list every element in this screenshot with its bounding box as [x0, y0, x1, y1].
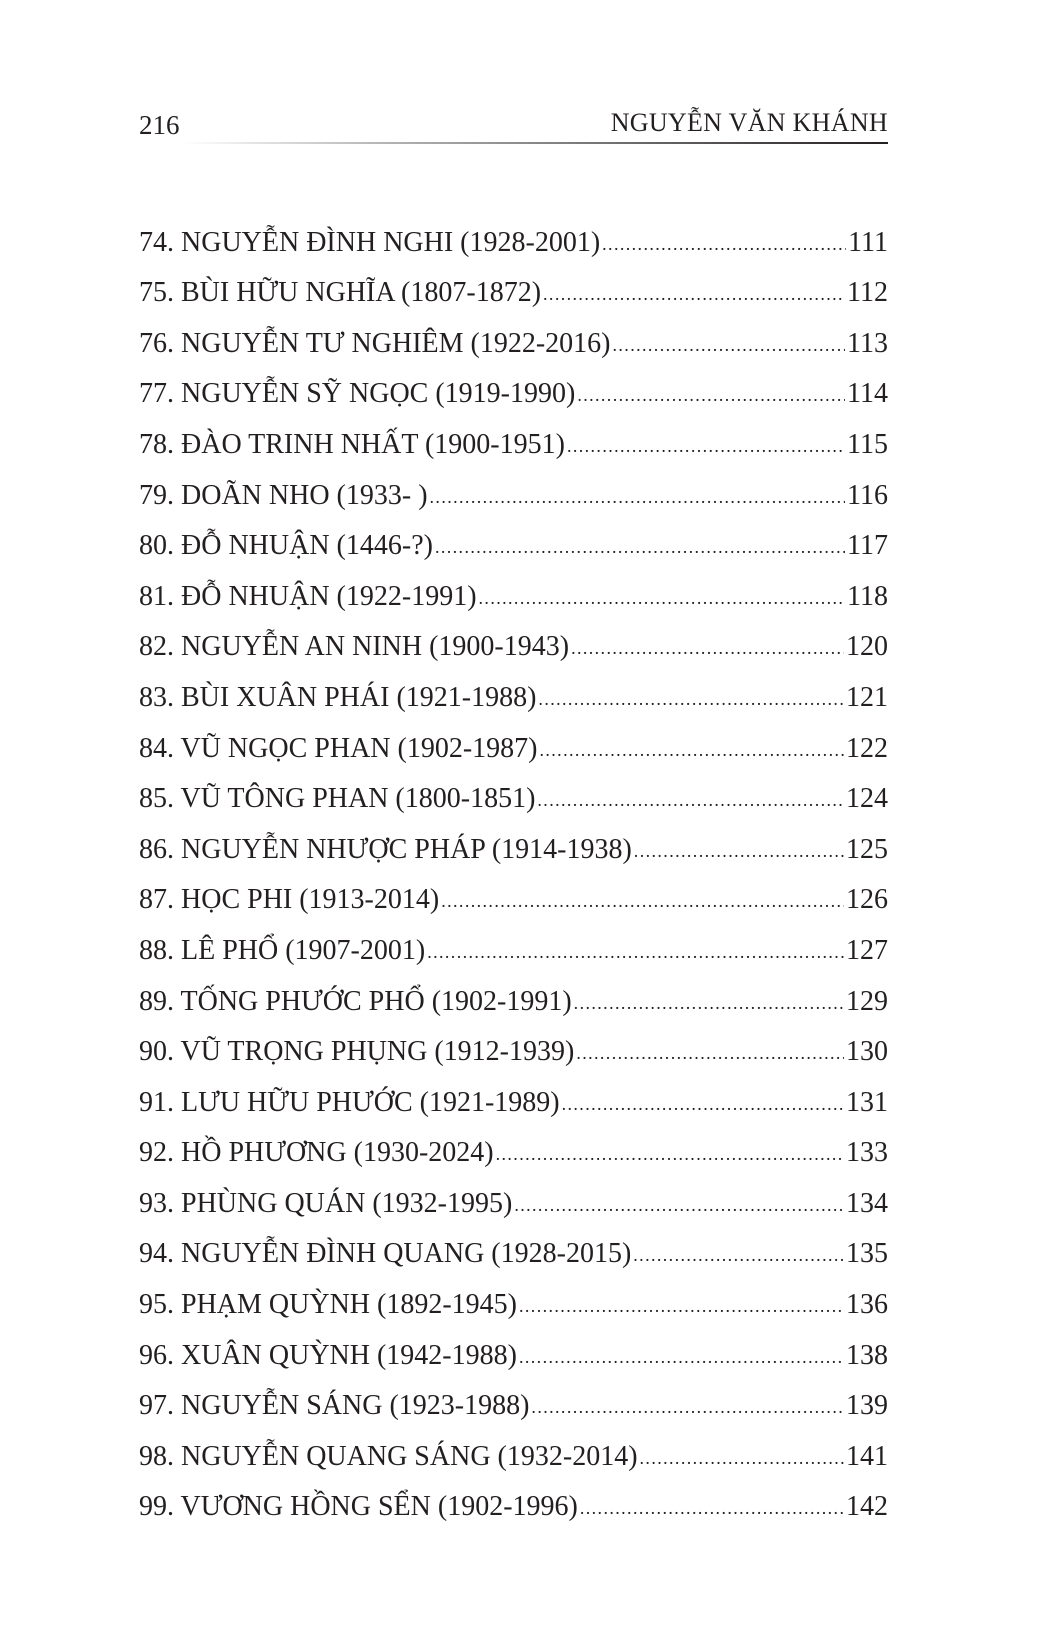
toc-entry-page: 134 [846, 1187, 888, 1219]
toc-entry-page: 133 [846, 1137, 888, 1169]
toc-entry-page: 114 [847, 378, 888, 410]
toc-entry [139, 866, 888, 917]
toc-entry [139, 1220, 888, 1271]
toc-entry-page: 138 [846, 1339, 888, 1371]
toc-entry-title: 74. NGUYỄN ĐÌNH NGHI (1928-2001) [139, 226, 601, 258]
dot-leader [539, 741, 844, 765]
toc-entry [139, 1321, 888, 1372]
dot-leader [519, 1348, 844, 1372]
toc-entry-title: 91. LƯU HỮU PHƯỚC (1921-1989) [139, 1086, 560, 1118]
dot-leader [562, 1095, 844, 1119]
toc-entry [139, 663, 888, 714]
toc-entry-title: 94. NGUYỄN ĐÌNH QUANG (1928-2015) [139, 1238, 632, 1270]
toc-entry-title: 77. NGUYỄN SỸ NGỌC (1919-1990) [139, 378, 576, 410]
toc-entry-title: 97. NGUYỄN SÁNG (1923-1988) [139, 1390, 530, 1422]
toc-entry [139, 1018, 888, 1069]
toc-entry-page: 126 [846, 884, 888, 916]
dot-leader [576, 1044, 844, 1068]
table-of-contents [139, 208, 888, 1523]
dot-leader [514, 1196, 844, 1220]
dot-leader [531, 1398, 844, 1422]
toc-entry-page: 122 [846, 732, 888, 764]
toc-entry [139, 309, 888, 360]
page-number: 216 [139, 110, 180, 140]
toc-entry-page: 113 [847, 327, 888, 359]
toc-entry [139, 815, 888, 866]
toc-entry-title: 99. VƯƠNG HỒNG SỂN (1902-1996) [139, 1491, 578, 1523]
toc-entry-page: 116 [847, 479, 888, 511]
dot-leader [613, 336, 846, 360]
toc-entry [139, 461, 888, 512]
dot-leader [543, 285, 845, 309]
toc-entry-page: 129 [846, 985, 888, 1017]
toc-entry-title: 80. ĐỖ NHUẬN (1446-?) [139, 530, 433, 562]
toc-entry-page: 124 [846, 783, 888, 815]
toc-entry-page: 142 [846, 1491, 888, 1523]
dot-leader [602, 235, 846, 259]
toc-entry-title: 81. ĐỖ NHUẬN (1922-1991) [139, 580, 477, 612]
toc-entry-page: 135 [846, 1238, 888, 1270]
dot-leader [479, 589, 846, 613]
toc-entry-title: 96. XUÂN QUỲNH (1942-1988) [139, 1339, 517, 1371]
dot-leader [633, 1246, 844, 1270]
header-rule [181, 142, 888, 144]
toc-entry-page: 111 [848, 226, 888, 258]
toc-entry-page: 118 [847, 580, 888, 612]
toc-entry [139, 259, 888, 310]
toc-entry [139, 613, 888, 664]
toc-entry [139, 714, 888, 765]
dot-leader [640, 1449, 844, 1473]
toc-entry-title: 93. PHÙNG QUÁN (1932-1995) [139, 1187, 513, 1219]
dot-leader [538, 690, 844, 714]
toc-entry-title: 83. BÙI XUÂN PHÁI (1921-1988) [139, 681, 537, 713]
dot-leader [571, 639, 844, 663]
toc-entry-title: 87. HỌC PHI (1913-2014) [139, 884, 440, 916]
toc-entry [139, 562, 888, 613]
toc-entry-title: 92. HỒ PHƯƠNG (1930-2024) [139, 1137, 494, 1169]
toc-entry [139, 1068, 888, 1119]
toc-entry [139, 512, 888, 563]
dot-leader [567, 437, 845, 461]
toc-entry-page: 131 [846, 1086, 888, 1118]
toc-entry-page: 121 [846, 681, 888, 713]
dot-leader [496, 1145, 844, 1169]
toc-entry-title: 98. NGUYỄN QUANG SÁNG (1932-2014) [139, 1440, 638, 1472]
toc-entry [139, 1372, 888, 1423]
toc-entry-title: 75. BÙI HỮU NGHĨA (1807-1872) [139, 277, 542, 309]
dot-leader [441, 892, 844, 916]
dot-leader [427, 943, 844, 967]
toc-entry-title: 76. NGUYỄN TƯ NGHIÊM (1922-2016) [139, 327, 611, 359]
toc-entry [139, 765, 888, 816]
toc-entry-title: 90. VŨ TRỌNG PHỤNG (1912-1939) [139, 1036, 575, 1068]
dot-leader [580, 1499, 844, 1523]
dot-leader [435, 538, 845, 562]
toc-entry [139, 967, 888, 1018]
toc-entry-page: 127 [846, 934, 888, 966]
toc-entry [139, 1473, 888, 1524]
toc-entry-page: 130 [846, 1036, 888, 1068]
dot-leader [537, 791, 844, 815]
toc-entry [139, 208, 888, 259]
dot-leader [519, 1297, 844, 1321]
toc-entry [139, 360, 888, 411]
toc-entry [139, 410, 888, 461]
running-head: NGUYỄN VĂN KHÁNH [610, 108, 888, 137]
toc-entry-page: 120 [846, 631, 888, 663]
toc-entry-title: 84. VŨ NGỌC PHAN (1902-1987) [139, 732, 538, 764]
toc-entry [139, 916, 888, 967]
toc-entry [139, 1119, 888, 1170]
dot-leader [634, 842, 844, 866]
toc-entry-title: 86. NGUYỄN NHƯỢC PHÁP (1914-1938) [139, 833, 632, 865]
toc-entry-page: 141 [846, 1440, 888, 1472]
toc-entry-page: 125 [846, 833, 888, 865]
toc-entry-title: 82. NGUYỄN AN NINH (1900-1943) [139, 631, 570, 663]
toc-entry-page: 115 [847, 428, 888, 460]
dot-leader [430, 488, 846, 512]
toc-entry-page: 112 [847, 277, 888, 309]
dot-leader [577, 386, 845, 410]
toc-entry-title: 78. ĐÀO TRINH NHẤT (1900-1951) [139, 428, 565, 460]
toc-entry [139, 1169, 888, 1220]
toc-entry-title: 95. PHẠM QUỲNH (1892-1945) [139, 1289, 517, 1321]
toc-entry-title: 88. LÊ PHỔ (1907-2001) [139, 934, 426, 966]
toc-entry-page: 136 [846, 1289, 888, 1321]
toc-entry-page: 139 [846, 1390, 888, 1422]
toc-entry-title: 89. TỐNG PHƯỚC PHỔ (1902-1991) [139, 985, 572, 1017]
toc-entry [139, 1422, 888, 1473]
toc-entry-page: 117 [847, 530, 888, 562]
toc-entry [139, 1270, 888, 1321]
dot-leader [574, 994, 844, 1018]
toc-entry-title: 79. DOÃN NHO (1933- ) [139, 479, 428, 511]
toc-entry-title: 85. VŨ TÔNG PHAN (1800-1851) [139, 783, 536, 815]
page-header [139, 104, 888, 144]
